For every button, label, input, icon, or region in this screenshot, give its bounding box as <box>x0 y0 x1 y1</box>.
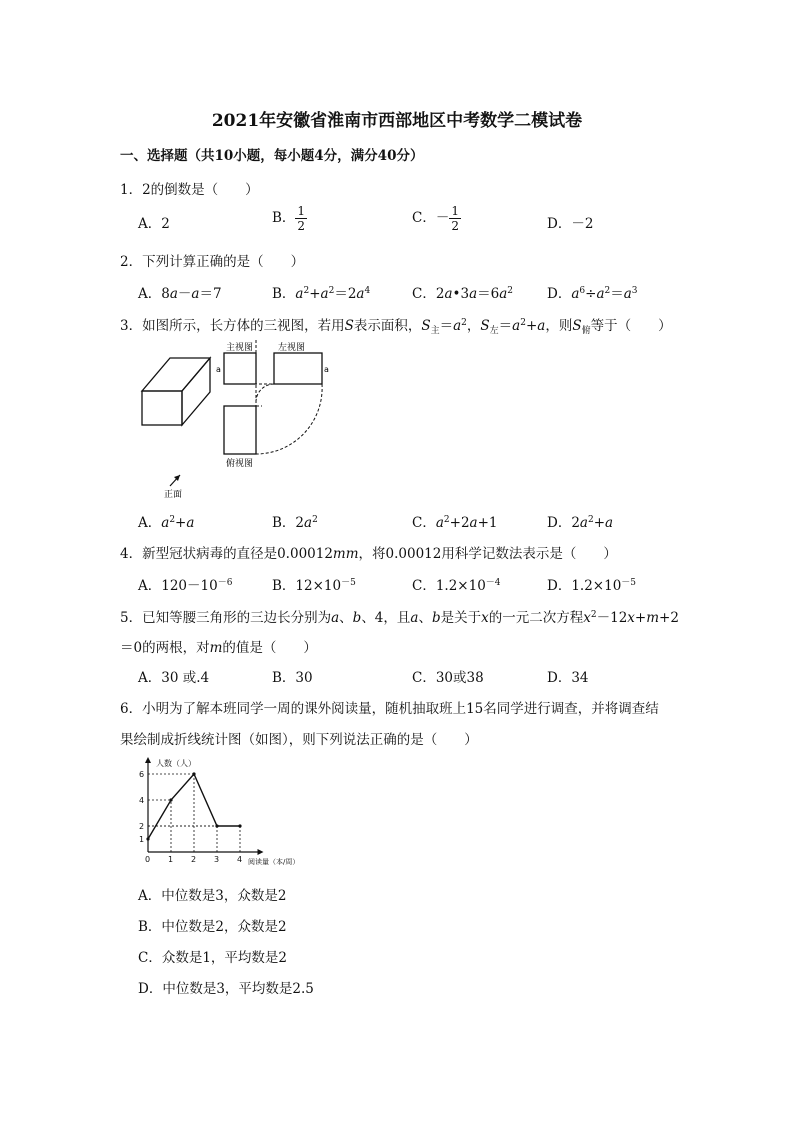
q5-option-c: C．30或38 <box>412 670 484 686</box>
front-direction-label: 正面 <box>164 490 183 500</box>
question-stem: 2的倒数是（ ） <box>142 182 259 198</box>
left-view-rect <box>274 353 322 384</box>
front-view-rect <box>224 353 256 384</box>
q1-option-a: A．2 <box>138 216 170 232</box>
y-axis-arrow-icon <box>145 757 151 763</box>
y-tick-label: 2 <box>139 822 145 831</box>
top-view-label: 俯视图 <box>226 459 254 469</box>
top-view-rect <box>224 406 256 454</box>
x-axis-label: 阅读量（本/周） <box>248 858 300 866</box>
question-number: 1． <box>120 182 143 198</box>
question-2: 2．下列计算正确的是（ ） <box>120 254 305 270</box>
q4-option-a: A．$120-10^{-6}$ <box>138 578 233 594</box>
q3-option-b: B．$2a^2$ <box>272 515 318 531</box>
q5-option-a: A．30 或.4 <box>138 670 210 686</box>
section-heading: 一、选择题（共10小题，每小题4分，满分40分） <box>120 148 424 164</box>
projection-guides <box>224 340 322 454</box>
question-6: 6．小明为了解本班同学一周的课外阅读量，随机抽取班上15名同学进行调查，并将调查结 <box>120 701 659 717</box>
data-point <box>169 798 172 801</box>
dim-label: a <box>324 365 329 374</box>
q4-option-d: D．$1.2\times 10^{-5}$ <box>547 578 637 594</box>
data-point <box>192 772 195 775</box>
left-view-label: 左视图 <box>278 343 306 353</box>
q3-option-a: A．$a^2+a$ <box>138 515 195 531</box>
y-axis-label: 人数（人） <box>156 759 196 768</box>
y-tick-label: 6 <box>139 770 145 779</box>
q1-option-c: C．－ $\frac{1}{2}$ <box>412 204 459 233</box>
x-tick-label: 2 <box>191 855 197 864</box>
x-axis-arrow-icon <box>258 849 264 855</box>
data-point <box>215 824 218 827</box>
data-point <box>238 824 241 827</box>
q6-option-a: A．中位数是3，众数是2 <box>138 888 287 904</box>
q2-option-c: C．$2a•3a=6a^2$ <box>412 286 514 302</box>
q1-option-b: B． $\frac{1}{2}$ <box>272 204 306 233</box>
q2-option-a: A．8a－a＝7 <box>138 286 222 302</box>
question-5: 5．已知等腰三角形的三边长分别为a、b、4，且a、b是关于x的一元二次方程$x^2-12x+m+2$ <box>120 610 679 626</box>
question-3: 3．如图所示，长方体的三视图，若用S表示面积，$S_主=a^2$，$S_左=a^2+a$，则$S_俯$等于（ ） <box>120 318 672 336</box>
y-tick-label: 1 <box>139 835 145 844</box>
question-6-continued: 果绘制成折线统计图（如图），则下列说法正确的是（ ） <box>120 732 478 748</box>
q5-option-d: D．34 <box>547 670 589 686</box>
question-5-continued: ＝0的两根，对m的值是（ ） <box>120 640 317 656</box>
y-tick-label: 4 <box>139 796 145 805</box>
reading-line-chart <box>134 754 314 872</box>
q5-option-b: B．30 <box>272 670 313 686</box>
q2-option-d: D．$a^6\div a^2=a^3$ <box>547 286 638 302</box>
question-4: 4．新型冠状病毒的直径是0.00012mm，将0.00012用科学记数法表示是（ ） <box>120 546 617 562</box>
q6-option-c: C．众数是1，平均数是2 <box>138 950 288 966</box>
q6-option-d: D．中位数是3，平均数是2.5 <box>138 981 314 997</box>
dim-label: a <box>216 365 221 374</box>
front-view-label: 主视图 <box>226 343 254 353</box>
q6-option-b: B．中位数是2，众数是2 <box>138 919 287 935</box>
q4-option-c: C．$1.2\times 10^{-4}$ <box>412 578 501 594</box>
fraction: $\frac{1}{2}$ <box>297 204 306 233</box>
q4-option-b: B．$12\times 10^{-5}$ <box>272 578 356 594</box>
q3-option-d: D．$2a^2+a$ <box>547 515 614 531</box>
cuboid-drawing <box>142 358 210 425</box>
x-tick-label: 4 <box>237 855 243 864</box>
page-title: 2021年安徽省淮南市西部地区中考数学二模试卷 <box>211 111 583 131</box>
x-tick-label: 3 <box>214 855 220 864</box>
q2-option-b: B．$a^2+a^2=2a^4$ <box>272 286 371 302</box>
q3-option-c: C．$a^2+2a+1$ <box>412 515 498 531</box>
x-tick-label: 1 <box>168 855 174 864</box>
x-tick-label: 0 <box>145 855 151 864</box>
q1-option-d: D．－2 <box>547 216 594 232</box>
three-view-figure <box>136 338 346 502</box>
data-point <box>146 837 149 840</box>
fraction: $\frac{1}{2}$ <box>451 204 459 233</box>
question-1 <box>120 178 259 198</box>
